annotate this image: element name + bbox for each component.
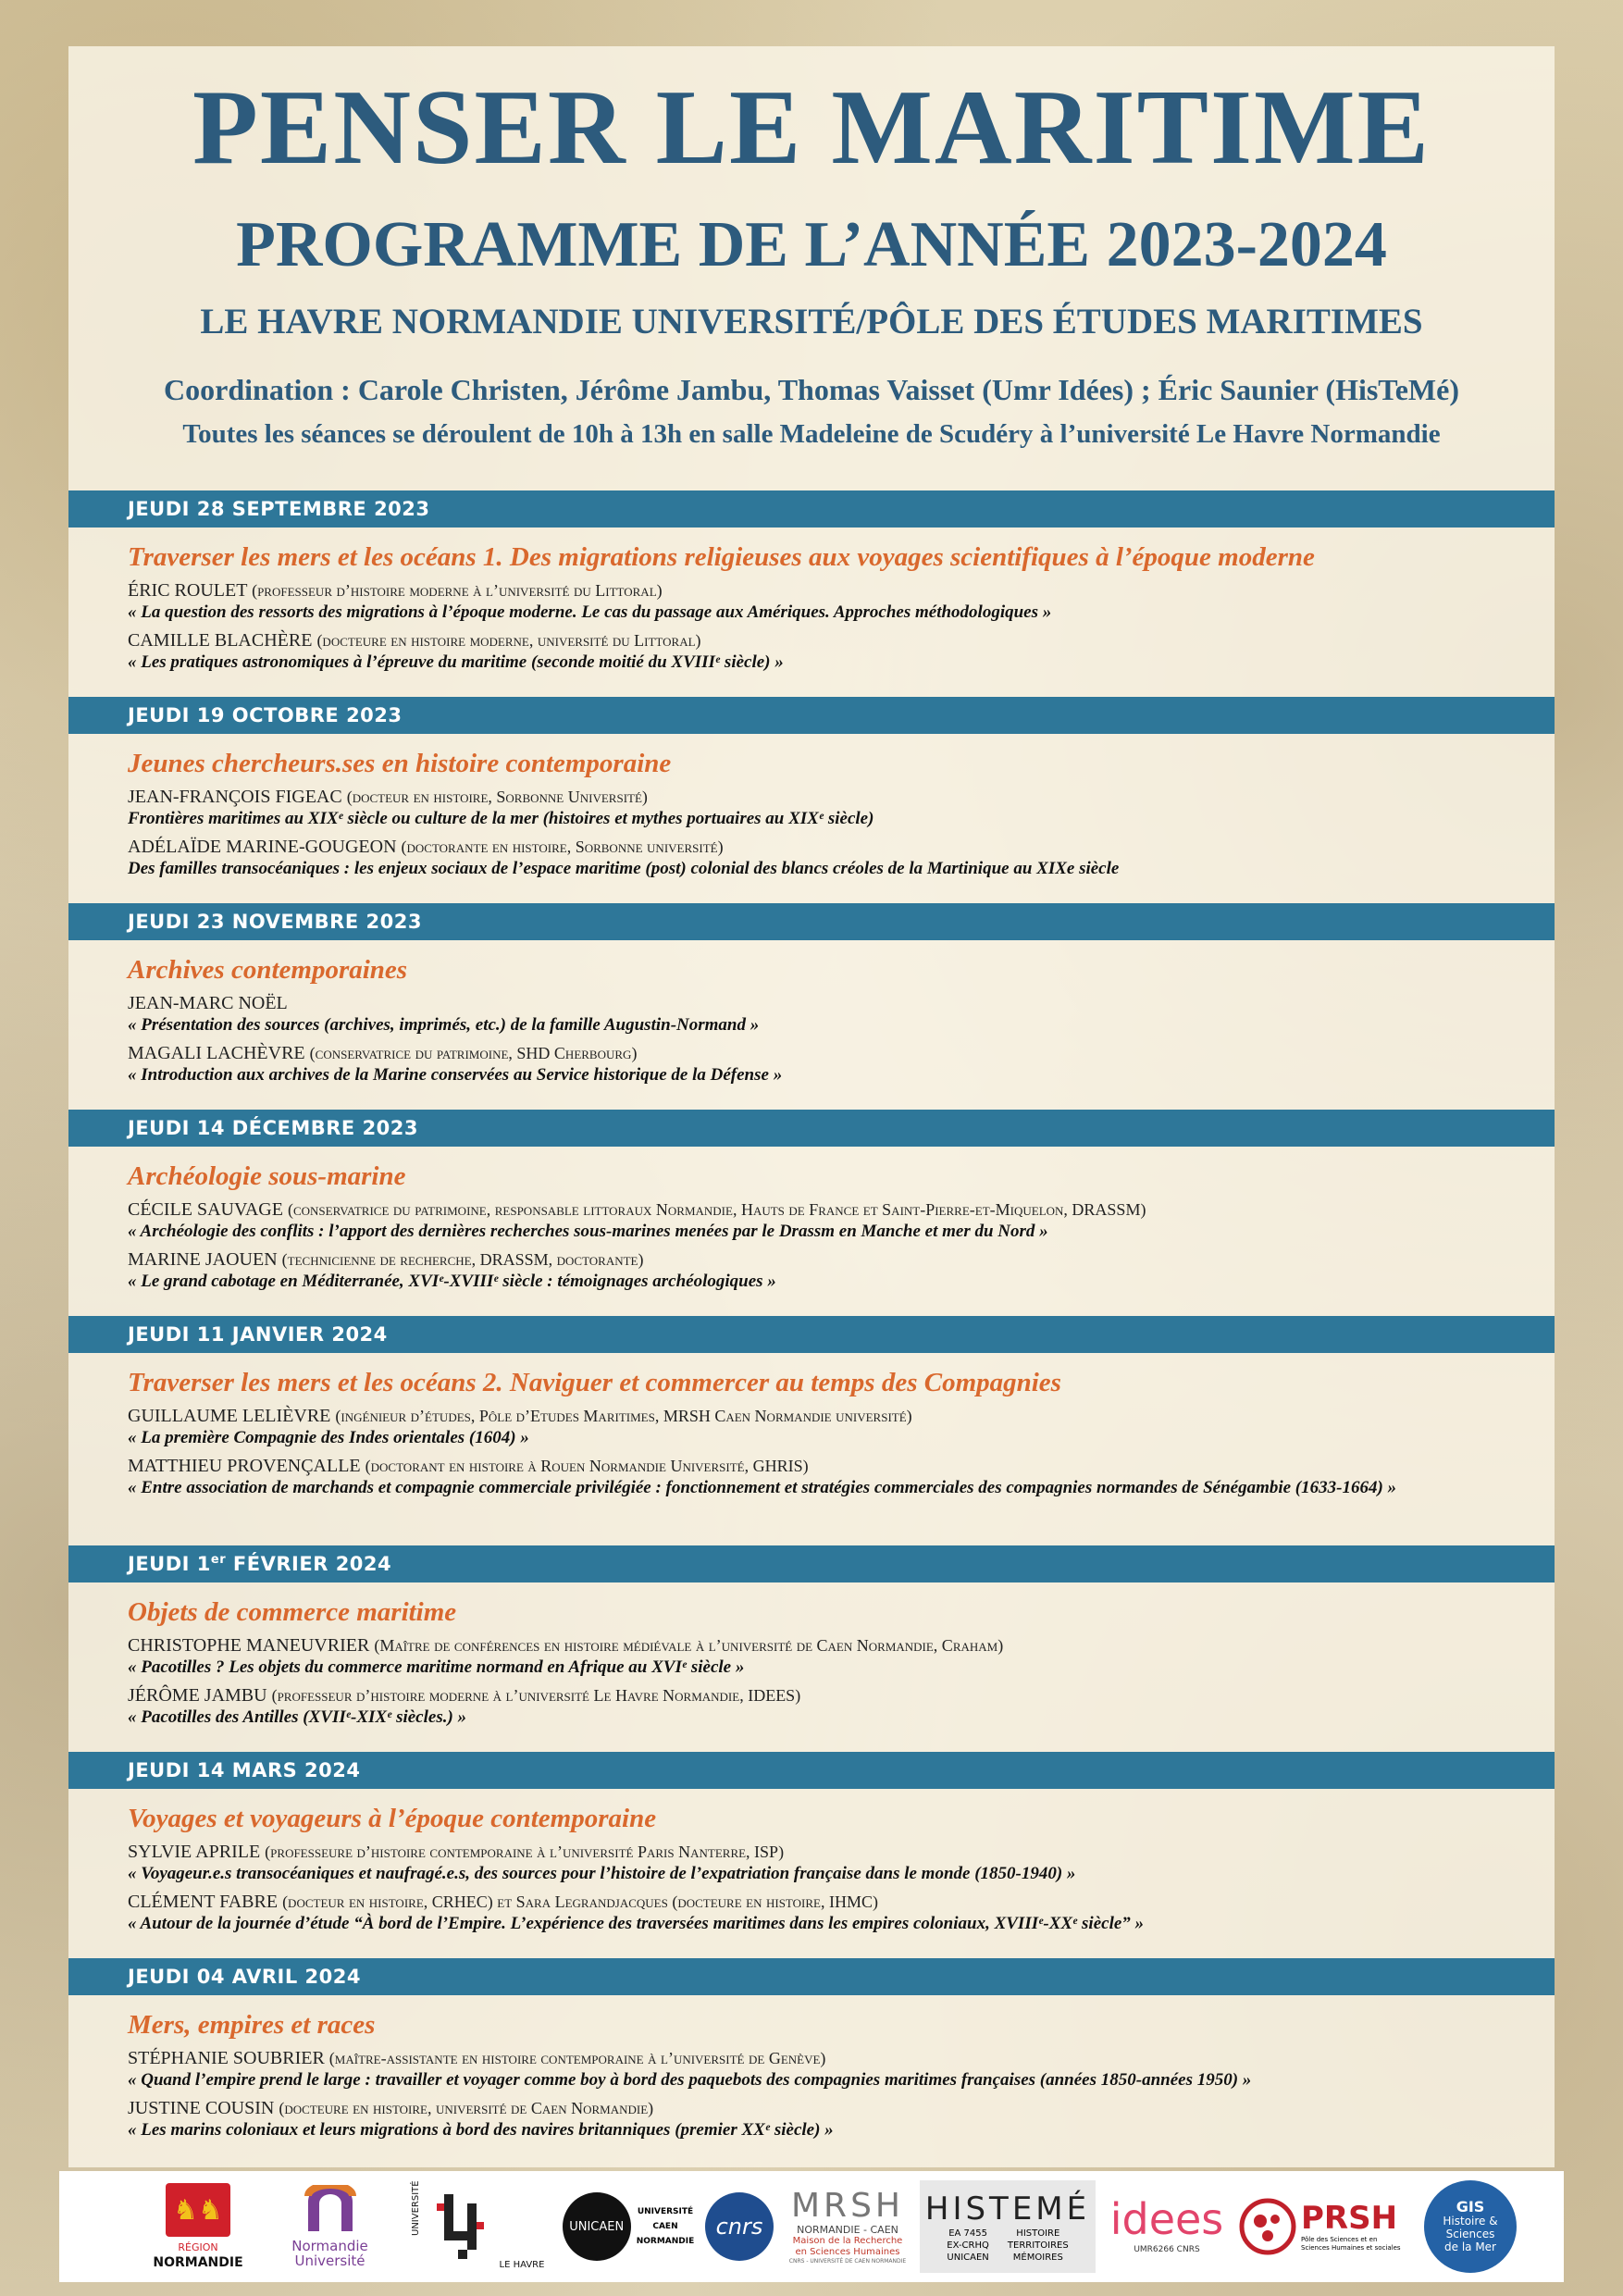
speaker-name: CHRISTOPHE MANEUVRIER bbox=[128, 1635, 370, 1656]
mrsh-logo bbox=[783, 2180, 912, 2273]
speaker-affiliation: (professeur d’histoire moderne à l’université du Littoral) bbox=[252, 581, 663, 600]
talk-speaker bbox=[128, 1042, 1555, 1064]
speaker-name: SYLVIE APRILE bbox=[128, 1842, 261, 1862]
speaker-name: MARINE JAOUEN bbox=[128, 1249, 278, 1270]
talk-title: Des familles transocéaniques : les enjeux sociaux de l’espace maritime (post) colonial des blancs créoles de la Martinique au XIXe siècle bbox=[128, 859, 1120, 878]
speaker-name: ADÉLAÏDE MARINE-GOUGEON bbox=[128, 837, 397, 857]
partner-logos bbox=[59, 2171, 1564, 2282]
page-subtitle: PROGRAMME DE L’ANNÉE 2023-2024 bbox=[236, 209, 1387, 280]
histeme-details bbox=[947, 2228, 1068, 2264]
logo-text: Pôle des Sciences et en Sciences Humaines et sociales bbox=[1301, 2236, 1401, 2252]
histeme-col-a bbox=[947, 2228, 989, 2264]
session bbox=[68, 903, 1555, 1086]
ulh-icon bbox=[426, 2185, 500, 2268]
session-date-sup: er bbox=[210, 1553, 227, 1567]
logo-text: Normandie Université bbox=[291, 2238, 368, 2269]
session-theme: Mers, empires et races bbox=[128, 2010, 376, 2040]
speaker-affiliation: (maître-assistante en histoire contemporaine à l’université de Genève) bbox=[328, 2049, 826, 2067]
session bbox=[68, 697, 1555, 880]
session-date: JEUDI 14 DÉCEMBRE 2023 bbox=[68, 1110, 1555, 1147]
talk-speaker bbox=[128, 2047, 1555, 2069]
speaker-name: CLÉMENT FABRE bbox=[128, 1892, 279, 1912]
session-date: JEUDI 23 NOVEMBRE 2023 bbox=[68, 903, 1555, 940]
cnrs-icon: cnrs bbox=[705, 2192, 774, 2261]
logo-text: EX-CRHQ bbox=[947, 2240, 989, 2251]
logo-text: TERRITOIRES bbox=[1007, 2240, 1069, 2251]
logo-text: Maison de la Recherche bbox=[792, 2235, 903, 2246]
logo-text: PRSH bbox=[1301, 2200, 1398, 2237]
speaker-affiliation: (conservatrice du patrimoine, responsable littoraux Normandie, Hauts de France et Saint-Pierre-et-Miquelon, DRASSM) bbox=[287, 1200, 1146, 1219]
speaker-affiliation: (docteure en histoire, université de Caen Normandie) bbox=[279, 2099, 654, 2117]
unicaen-icon: UNICAEN bbox=[563, 2192, 631, 2261]
session-theme: Archéologie sous-marine bbox=[128, 1161, 406, 1191]
talk-speaker bbox=[128, 1198, 1555, 1221]
logo-text: UNIVERSITÉ bbox=[637, 2207, 694, 2216]
talk-speaker bbox=[128, 629, 1555, 652]
session bbox=[68, 490, 1555, 674]
talk-speaker bbox=[128, 1684, 1555, 1706]
idees-logo bbox=[1107, 2180, 1227, 2273]
universite-le-havre-logo bbox=[402, 2180, 550, 2273]
normandie-universite-logo bbox=[267, 2180, 392, 2273]
speaker-affiliation: (ingénieur d’études, Pôle d’Etudes Maritimes, MRSH Caen Normandie université) bbox=[335, 1407, 912, 1425]
session-theme: Traverser les mers et les océans 2. Naviguer et commercer au temps des Compagnies bbox=[128, 1368, 1061, 1397]
speaker-affiliation: (Maître de conférences en histoire médiévale à l’université de Caen Normandie, Craham) bbox=[374, 1636, 1004, 1655]
talk-title: « Quand l’empire prend le large : travailler et voyager comme boy à bord des paquebots des compagnies maritimes françaises (années 1850-années 1950) » bbox=[128, 2070, 1252, 2090]
speaker-name: GUILLAUME LELIÈVRE bbox=[128, 1406, 331, 1426]
talk-title: « Introduction aux archives de la Marine conservées au Service historique de la Défense » bbox=[128, 1065, 783, 1085]
talk-speaker bbox=[128, 1248, 1555, 1271]
unicaen-logo bbox=[559, 2180, 698, 2273]
speaker-affiliation: (docteure en histoire moderne, université du Littoral) bbox=[316, 631, 701, 650]
logo-text: MRSH bbox=[791, 2186, 904, 2225]
logo-text: CAEN bbox=[652, 2222, 678, 2231]
session-date: JEUDI 28 SEPTEMBRE 2023 bbox=[68, 490, 1555, 527]
logo-text: Histoire & bbox=[1443, 2215, 1498, 2228]
talk-title: « Le grand cabotage en Méditerranée, XVIᵉ-XVIIIᵉ siècle : témoignages archéologiques » bbox=[128, 1272, 776, 1291]
session-date-main: JEUDI 1 bbox=[128, 1553, 211, 1575]
talk-title: Frontières maritimes au XIXᵉ siècle ou culture de la mer (histoires et mythes portuaires au XIXᵉ siècle) bbox=[128, 809, 874, 828]
speaker-affiliation: (docteur en histoire, CRHEC) et Sara Legrandjacques (docteure en histoire, IHMC) bbox=[282, 1893, 878, 1911]
region-normandie-logo bbox=[147, 2180, 249, 2273]
cnrs-logo bbox=[702, 2180, 776, 2273]
logo-text: UNICAEN bbox=[947, 2252, 989, 2263]
unicaen-text bbox=[637, 2204, 695, 2249]
session-theme: Objets de commerce maritime bbox=[128, 1597, 457, 1627]
logo-text: LE HAVRE bbox=[499, 2260, 545, 2270]
sessions-info-line: Toutes les séances se déroulent de 10h à 13h en salle Madeleine de Scudéry à l’université Le Havre Normandie bbox=[182, 419, 1441, 449]
speaker-affiliation: (conservatrice du patrimoine, SHD Cherbourg) bbox=[309, 1044, 638, 1062]
session-theme: Voyages et voyageurs à l’époque contemporaine bbox=[128, 1804, 657, 1833]
logo-text: NORMANDIE - CAEN bbox=[797, 2223, 898, 2236]
talk-title: « Les marins coloniaux et leurs migrations à bord des navires britanniques (premier XXᵉ siècle) » bbox=[128, 2120, 834, 2140]
logo-text: de la Mer bbox=[1444, 2240, 1496, 2253]
speaker-name: JEAN-FRANÇOIS FIGEAC bbox=[128, 787, 342, 807]
session bbox=[68, 1316, 1555, 1499]
talk-speaker bbox=[128, 786, 1555, 808]
talk-title: « La première Compagnie des Indes orientales (1604) » bbox=[128, 1428, 529, 1447]
normandy-lions-icon: ♞♞ bbox=[166, 2183, 230, 2237]
logo-text: Sciences bbox=[1445, 2228, 1495, 2240]
prsh-logo bbox=[1233, 2180, 1408, 2273]
session bbox=[68, 1752, 1555, 1935]
speaker-affiliation: (professeur d’histoire moderne à l’université Le Havre Normandie, IDEES) bbox=[271, 1686, 801, 1705]
histeme-col-b bbox=[1008, 2228, 1069, 2264]
prsh-icon bbox=[1238, 2197, 1297, 2256]
logo-text: idees bbox=[1109, 2194, 1224, 2244]
talk-speaker bbox=[128, 2097, 1555, 2119]
session-date: JEUDI 14 MARS 2024 bbox=[68, 1752, 1555, 1789]
talk-title: « Archéologie des conflits : l’apport des dernières recherches sous-marines menées par le Drassm en Manche et mer du Nord » bbox=[128, 1222, 1048, 1241]
talk-title: « Pacotilles des Antilles (XVIIᵉ-XIXᵉ siècles.) » bbox=[128, 1707, 467, 1727]
talk-title: « Voyageur.e.s transocéaniques et naufragé.e.s, des sources pour l’histoire de l’expatriation française dans le monde (1850-1940) » bbox=[128, 1864, 1076, 1883]
logo-text: HISTEMÉ bbox=[924, 2190, 1091, 2228]
session-date: JEUDI 04 AVRIL 2024 bbox=[68, 1958, 1555, 1995]
speaker-affiliation: (professeure d’histoire contemporaine à l’université Paris Nanterre, ISP) bbox=[265, 1843, 785, 1861]
speaker-affiliation: (doctorante en histoire, Sorbonne université) bbox=[401, 838, 724, 856]
session bbox=[68, 1545, 1555, 1729]
speaker-name: JEAN-MARC NOËL bbox=[128, 993, 288, 1013]
logo-text: NORMANDIE bbox=[636, 2237, 695, 2246]
talk-title: « Les pratiques astronomiques à l’épreuve du maritime (seconde moitié du XVIIIᵉ siècle) » bbox=[128, 652, 784, 672]
speaker-name: ÉRIC ROULET bbox=[128, 580, 248, 601]
histeme-logo bbox=[920, 2180, 1096, 2273]
talk-speaker bbox=[128, 1405, 1555, 1427]
gis-logo bbox=[1419, 2180, 1521, 2273]
talk-title: « Entre association de marchands et compagnie commerciale privilégiée : fonctionnement et stratégies commerciales des compagnies normandes de Sénégambie (1633-1664) » bbox=[128, 1478, 1397, 1497]
talk-speaker bbox=[128, 992, 1555, 1014]
session-date-rest: FÉVRIER 2024 bbox=[226, 1553, 392, 1575]
logo-text: GIS bbox=[1456, 2198, 1485, 2215]
speaker-name: CAMILLE BLACHÈRE bbox=[128, 630, 313, 651]
session-theme: Traverser les mers et les océans 1. Des migrations religieuses aux voyages scientifiques à l’époque moderne bbox=[128, 542, 1315, 572]
session-date: JEUDI 11 JANVIER 2024 bbox=[68, 1316, 1555, 1353]
logo-text: HISTOIRE bbox=[1016, 2228, 1060, 2239]
speaker-name: JÉRÔME JAMBU bbox=[128, 1685, 267, 1706]
talk-speaker bbox=[128, 1891, 1555, 1913]
talk-speaker bbox=[128, 1841, 1555, 1863]
university-line: LE HAVRE NORMANDIE UNIVERSITÉ/PÔLE DES ÉTUDES MARITIMES bbox=[200, 302, 1423, 341]
talk-title: « Présentation des sources (archives, imprimés, etc.) de la famille Augustin-Normand » bbox=[128, 1015, 760, 1035]
talk-speaker bbox=[128, 836, 1555, 858]
logo-text: UMR6266 CNRS bbox=[1134, 2245, 1200, 2254]
logo-text: MÉMOIRES bbox=[1012, 2252, 1063, 2263]
gis-icon bbox=[1424, 2180, 1517, 2273]
speaker-affiliation: (doctorant en histoire à Rouen Normandie Université, GHRIS) bbox=[365, 1457, 809, 1475]
logo-text: CNRS - UNIVERSITÉ DE CAEN NORMANDIE bbox=[788, 2257, 907, 2265]
talk-speaker bbox=[128, 1634, 1555, 1657]
coordination-line: Coordination : Carole Christen, Jérôme Jambu, Thomas Vaisset (Umr Idées) ; Éric Saunier (HisTeMé) bbox=[164, 373, 1459, 406]
speaker-affiliation: (docteur en histoire, Sorbonne Université) bbox=[346, 788, 648, 806]
speaker-name: STÉPHANIE SOUBRIER bbox=[128, 2048, 325, 2068]
logo-text: NORMANDIE bbox=[153, 2255, 243, 2270]
programme-panel bbox=[68, 46, 1555, 2167]
logo-text: EA 7455 bbox=[948, 2228, 987, 2239]
speaker-affiliation: (technicienne de recherche, DRASSM, doctorante) bbox=[281, 1250, 644, 1269]
speaker-name: MATTHIEU PROVENÇALLE bbox=[128, 1456, 361, 1476]
session bbox=[68, 1958, 1555, 2141]
talk-title: « Autour de la journée d’étude “À bord de l’Empire. L’expérience des traversées maritimes dans les empires coloniaux, XVIIIᵉ-XXᵉ siècle” » bbox=[128, 1914, 1145, 1933]
talk-title: « La question des ressorts des migrations à l’époque moderne. Le cas du passage aux Amériques. Approches méthodologiques » bbox=[128, 602, 1052, 622]
session-date: JEUDI 19 OCTOBRE 2023 bbox=[68, 697, 1555, 734]
talk-speaker bbox=[128, 1455, 1555, 1477]
logo-text: RÉGION bbox=[178, 2241, 218, 2253]
talk-title: « Pacotilles ? Les objets du commerce maritime normand en Afrique au XVIᵉ siècle » bbox=[128, 1657, 745, 1677]
session-date bbox=[68, 1545, 1555, 1582]
talk-speaker bbox=[128, 579, 1555, 602]
page-title: PENSER LE MARITIME bbox=[192, 68, 1431, 187]
logo-text: en Sciences Humaines bbox=[795, 2246, 900, 2257]
speaker-name: MAGALI LACHÈVRE bbox=[128, 1043, 305, 1063]
session-theme: Jeunes chercheurs.ses en histoire contemporaine bbox=[128, 749, 672, 778]
session-theme: Archives contemporaines bbox=[128, 955, 408, 985]
prsh-text bbox=[1301, 2201, 1403, 2253]
nu-icon bbox=[301, 2185, 360, 2239]
session bbox=[68, 1110, 1555, 1293]
logo-text: UNIVERSITÉ bbox=[410, 2180, 421, 2236]
speaker-name: JUSTINE COUSIN bbox=[128, 2098, 275, 2118]
speaker-name: CÉCILE SAUVAGE bbox=[128, 1199, 283, 1220]
